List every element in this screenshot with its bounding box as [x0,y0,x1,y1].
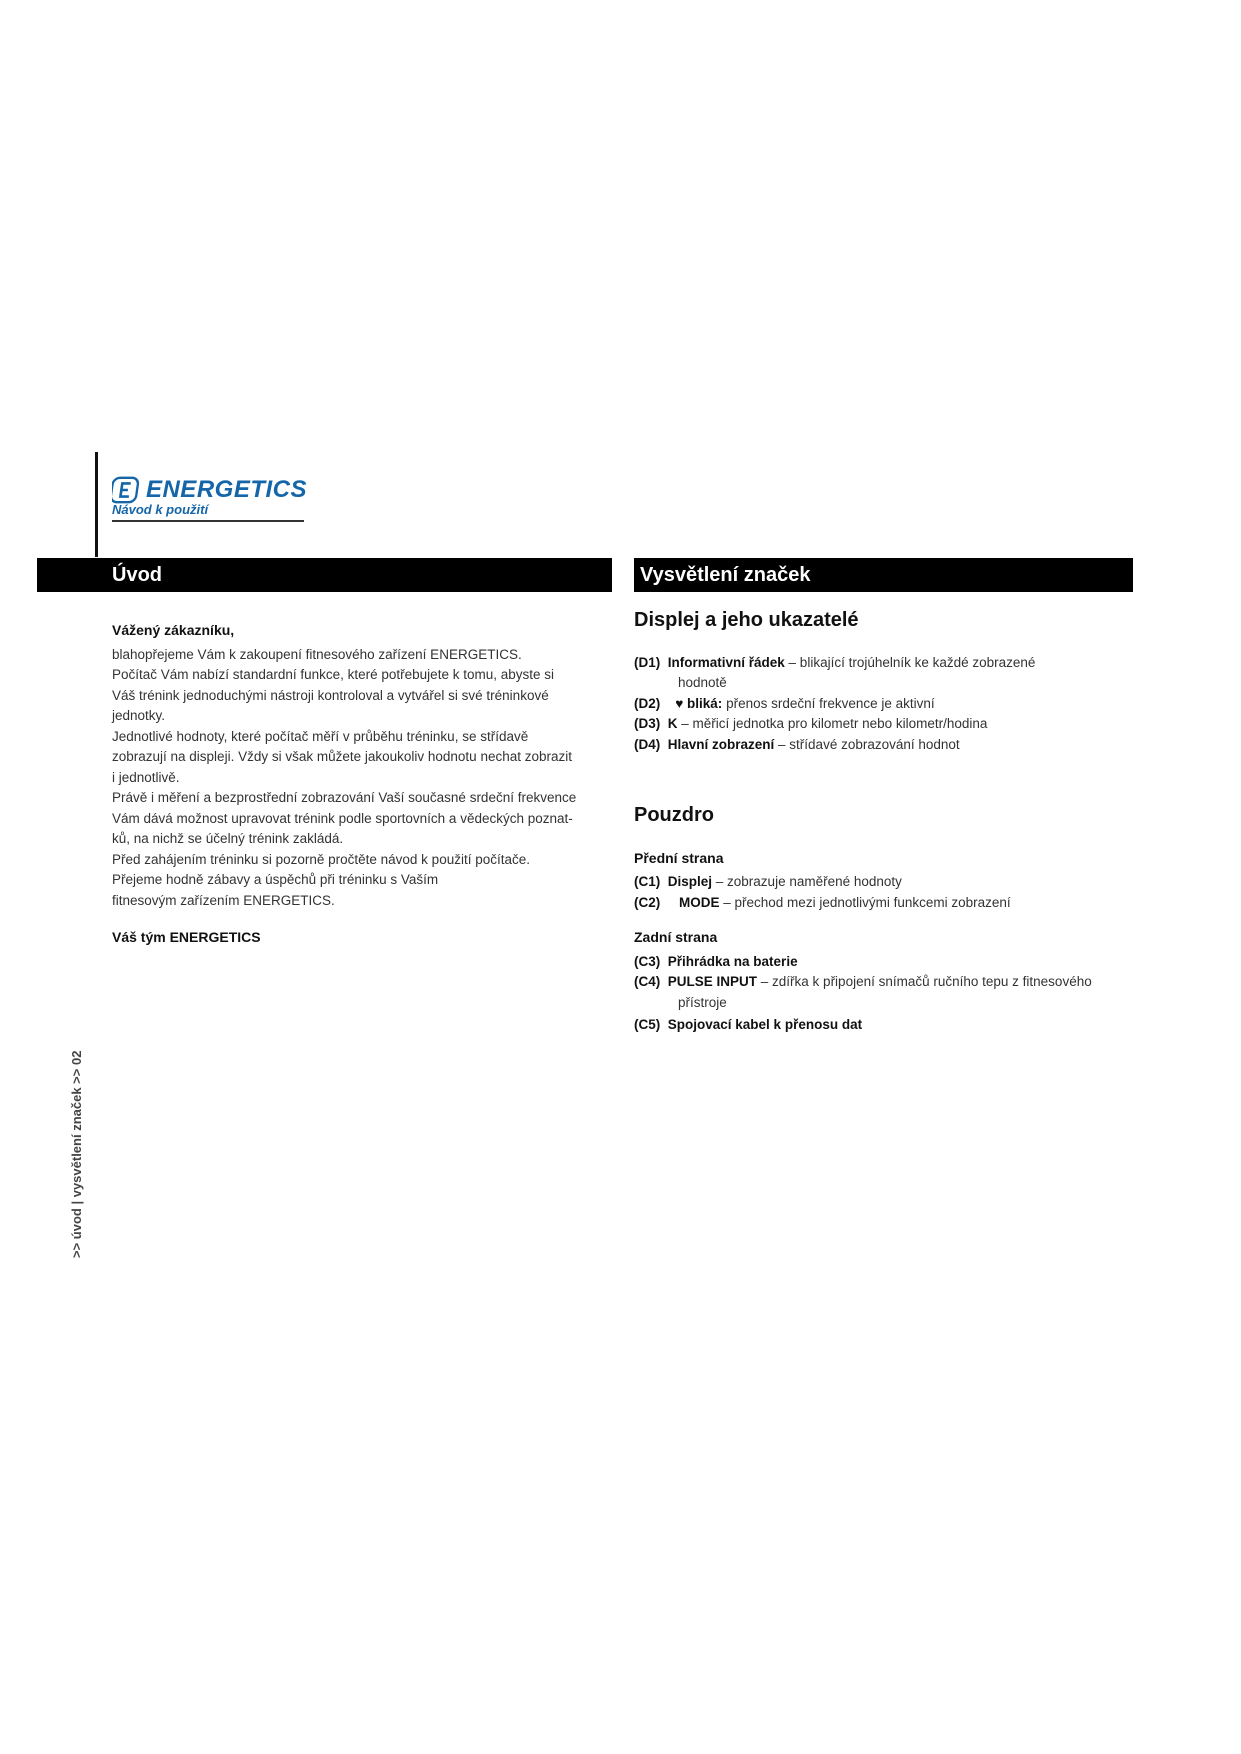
intro-line: Jednotlivé hodnoty, které počítač měří v průběhu tréninku, se střídavě [112,728,529,744]
page-footer-vertical: >> úvod | vysvětlení značek >> 02 [69,1050,84,1258]
intro-line: Právě i měření a bezprostřední zobrazování Vaší současné srdeční frekvence [112,790,577,805]
display-heading: Displej a jeho ukazatelé [634,609,859,631]
symbols-column [634,610,1134,1036]
intro-column [112,620,617,948]
front-side-heading: Přední strana [634,849,724,866]
intro-line: Přejeme hodně zábavy a úspěchů při tréninku s Vaším [112,872,439,887]
back-side-heading: Zadní strana [634,929,718,945]
intro-line: Před zahájením tréninku si pozorně pročtěte návod k použití počítače. [112,851,530,867]
legend-item-c5: (C5) Spojovací kabel k přenosu dat [634,1017,863,1032]
legend-item-c1: (C1) Displej – zobrazuje naměřené hodnoty [634,874,902,889]
legend-item-c4: (C4) PULSE INPUT – zdířka k připojení snímačů ručního tepu z fitnesového [634,974,1092,989]
legend-item-d3: (D3) K – měřicí jednotka pro kilometr nebo kilometr/hodina [634,716,988,731]
section-title-intro: Úvod [37,558,612,592]
legend-item-c4-continued: přístroje [678,994,727,1010]
legend-item-c3: (C3) Přihrádka na baterie [634,953,798,969]
subtitle-underline [112,520,304,522]
intro-line: jednotky. [112,708,166,723]
legend-item-d4: (D4) Hlavní zobrazení – střídavé zobrazování hodnot [634,736,960,752]
intro-line: ků, na nichž se účelný trénink zakládá. [112,831,344,846]
heart-icon: ♥ [675,695,684,711]
legend-item-d1-continued: hodnotě [678,675,727,690]
header-divider-line [95,452,98,557]
legend-item-c2: (C2) MODE – přechod mezi jednotlivými funkcemi zobrazení [634,894,1011,910]
intro-line: Vám dává možnost upravovat trénink podle sportovních a vědeckých poznat- [112,810,573,826]
intro-line: Počítač Vám nabízí standardní funkce, které potřebujete k tomu, abyste si [112,667,554,682]
intro-line: fitnesovým zařízením ENERGETICS. [112,892,335,908]
intro-line: blahopřejeme Vám k zakoupení fitnesového zařízení ENERGETICS. [112,646,522,662]
manual-subtitle: Návod k použití [112,502,209,517]
brand-name: ENERGETICS [145,476,307,503]
section-title-symbols: Vysvětlení značek [634,558,1133,592]
greeting: Vážený zákazníku, [112,622,235,638]
intro-line: zobrazují na displeji. Vždy si však můžete jakoukoliv hodnotu nechat zobrazit [112,749,572,764]
intro-line: i jednotlivě. [112,769,180,785]
case-heading: Pouzdro [634,804,714,826]
legend-item-d1: (D1) Informativní řádek – blikající trojúhelník ke každé zobrazené [634,654,1036,670]
legend-item-d2: (D2) ♥ bliká: přenos srdeční frekvence je aktivní [634,695,935,711]
intro-line: Váš trénink jednoduchými nástroji kontroloval a vytvářel si své tréninkové [112,687,549,703]
team-signature: Váš tým ENERGETICS [112,929,261,945]
